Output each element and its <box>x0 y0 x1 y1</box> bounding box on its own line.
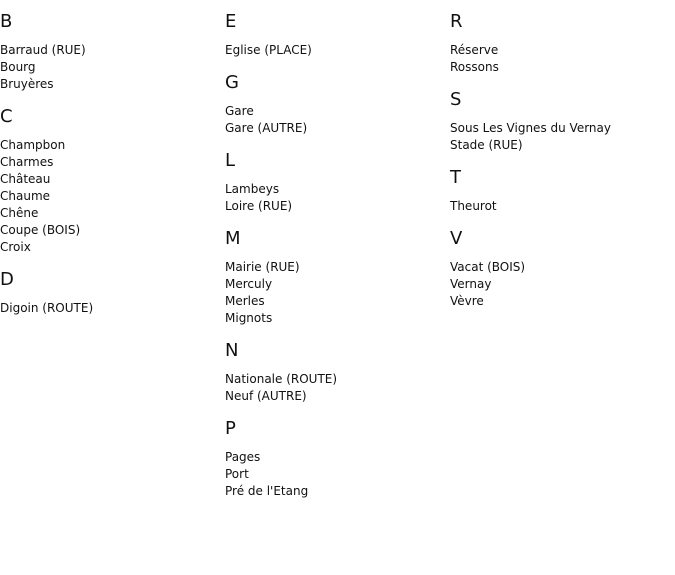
letter-heading: N <box>225 340 239 361</box>
street-link[interactable]: Coupe (BOIS) <box>0 223 81 237</box>
street-link[interactable]: Eglise (PLACE) <box>225 43 312 57</box>
letter-heading: D <box>0 269 14 290</box>
letter-heading: E <box>225 11 237 32</box>
letter-group-c <box>0 107 225 256</box>
street-link[interactable]: Mairie (RUE) <box>225 260 300 274</box>
street-link[interactable]: Merculy <box>225 277 273 291</box>
street-link[interactable]: Champbon <box>0 138 66 152</box>
letter-heading: M <box>225 228 241 249</box>
letter-heading: V <box>450 228 463 249</box>
letter-heading: P <box>225 418 236 439</box>
letter-group-t <box>450 168 675 215</box>
letter-group-s <box>450 90 675 154</box>
street-link[interactable]: Theurot <box>450 199 497 213</box>
letter-heading: L <box>225 150 236 171</box>
street-link[interactable]: Sous Les Vignes du Vernay <box>450 121 611 135</box>
letter-group-l <box>225 151 450 215</box>
column-2 <box>225 12 450 514</box>
letter-group-d <box>0 270 225 317</box>
street-link[interactable]: Barraud (RUE) <box>0 43 86 57</box>
street-link[interactable]: Port <box>225 467 249 481</box>
street-link[interactable]: Gare <box>225 104 254 118</box>
street-link[interactable]: Chêne <box>0 206 39 220</box>
street-link[interactable]: Charmes <box>0 155 54 169</box>
street-link[interactable]: Stade (RUE) <box>450 138 523 152</box>
street-link[interactable]: Bruyères <box>0 77 54 91</box>
street-link[interactable]: Pré de l'Etang <box>225 484 309 498</box>
column-3 <box>450 12 675 324</box>
letter-heading: B <box>0 11 13 32</box>
letter-group-b <box>0 12 225 93</box>
street-link[interactable]: Lambeys <box>225 182 280 196</box>
letter-group-m <box>225 229 450 327</box>
street-link[interactable]: Gare (AUTRE) <box>225 121 308 135</box>
letter-heading: R <box>450 11 463 32</box>
letter-heading: G <box>225 72 239 93</box>
street-link[interactable]: Nationale (ROUTE) <box>225 372 338 386</box>
street-link[interactable]: Chaume <box>0 189 51 203</box>
column-1 <box>0 12 225 331</box>
letter-group-p <box>225 419 450 500</box>
street-link[interactable]: Mignots <box>225 311 273 325</box>
street-link[interactable]: Digoin (ROUTE) <box>0 301 94 315</box>
letter-group-e <box>225 12 450 59</box>
street-link[interactable]: Château <box>0 172 51 186</box>
letter-heading: C <box>0 106 13 127</box>
letter-heading: T <box>450 167 461 188</box>
letter-group-v <box>450 229 675 310</box>
street-link[interactable]: Pages <box>225 450 261 464</box>
letter-heading: S <box>450 89 462 110</box>
street-link[interactable]: Réserve <box>450 43 499 57</box>
street-link[interactable]: Rossons <box>450 60 499 74</box>
street-link[interactable]: Merles <box>225 294 265 308</box>
street-link[interactable]: Vernay <box>450 277 492 291</box>
street-link[interactable]: Vacat (BOIS) <box>450 260 526 274</box>
letter-group-g <box>225 73 450 137</box>
street-link[interactable]: Vèvre <box>450 294 484 308</box>
street-link[interactable]: Neuf (AUTRE) <box>225 389 307 403</box>
street-link[interactable]: Croix <box>0 240 31 254</box>
street-link[interactable]: Bourg <box>0 60 36 74</box>
letter-group-r <box>450 12 675 76</box>
street-link[interactable]: Loire (RUE) <box>225 199 293 213</box>
letter-group-n <box>225 341 450 405</box>
